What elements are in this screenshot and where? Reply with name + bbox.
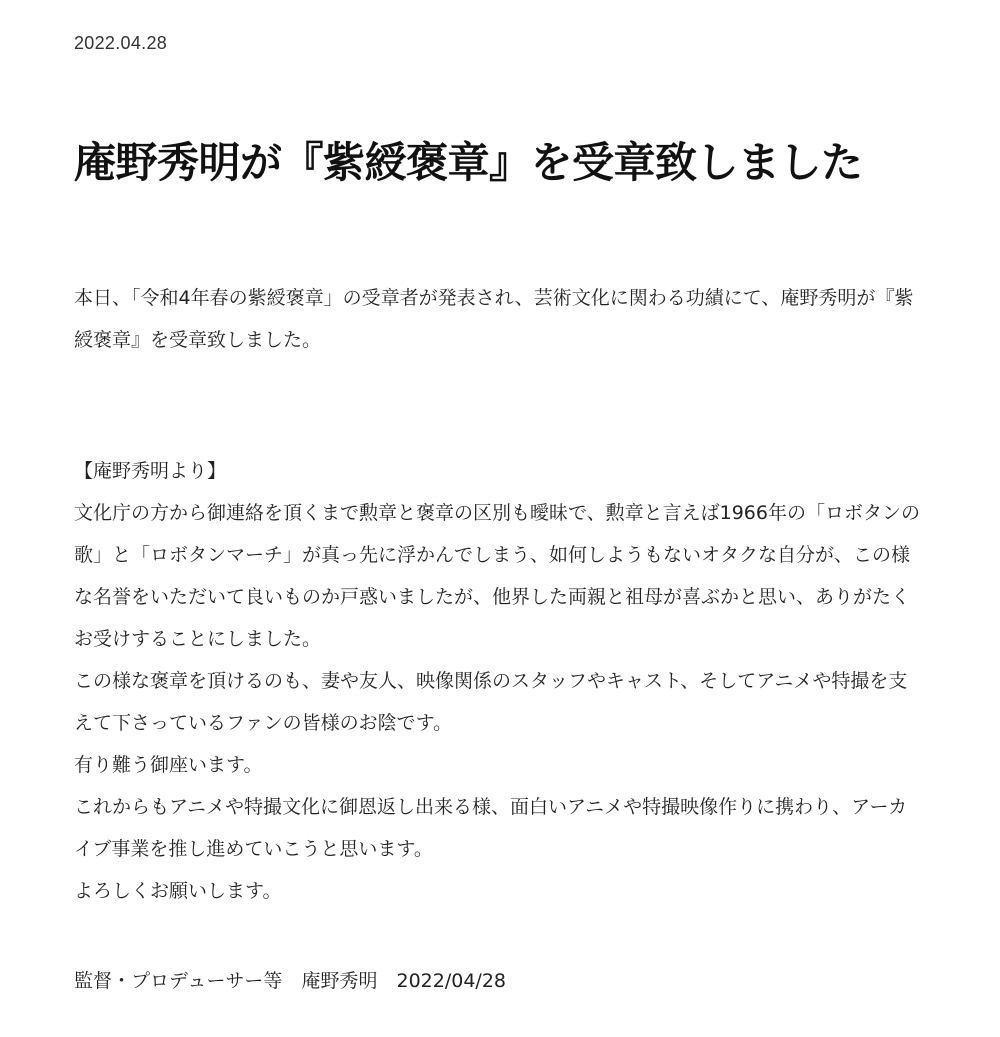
message-paragraph-1: 文化庁の方から御連絡を頂くまで勲章と褒章の区別も曖昧で、勲章と言えば1966年の「ロボタンの歌」と「ロボタンマーチ」が真っ先に浮かんでしまう、如何しようもないオタクな自分が、この様な名誉をいただいて良いものか戸惑いましたが、他界した両親と祖母が喜ぶかと思い、ありがたくお受けすることにしました。 — [74, 502, 920, 650]
intro-paragraph: 本日、「令和4年春の紫綬褒章」の受章者が発表され、芸術文化に関わる功績にて、庵野秀明が『紫綬褒章』を受章致しました。 — [74, 287, 914, 351]
signature-name: 庵野秀明 — [301, 970, 378, 992]
signature-role: 監督・プロデューサー等 — [74, 970, 283, 992]
article-title: 庵野秀明が『紫綬褒章』を受章致しました — [74, 138, 863, 187]
message-block — [74, 450, 924, 912]
article-date: 2022.04.28 — [74, 33, 168, 53]
signature — [74, 966, 506, 993]
message-heading: 【庵野秀明より】 — [74, 460, 227, 482]
message-paragraph-5: よろしくお願いします。 — [74, 880, 282, 902]
message-paragraph-4: これからもアニメや特撮文化に御恩返し出来る様、面白いアニメや特撮映像作りに携わり、アーカイブ事業を推し進めていこうと思います。 — [74, 796, 908, 860]
message-paragraph-2: この様な褒章を頂けるのも、妻や友人、映像関係のスタッフやキャスト、そしてアニメや特撮を支えて下さっているファンの皆様のお陰です。 — [74, 670, 908, 734]
signature-date: 2022/04/28 — [396, 970, 506, 992]
message-paragraph-3: 有り難う御座います。 — [74, 754, 263, 776]
